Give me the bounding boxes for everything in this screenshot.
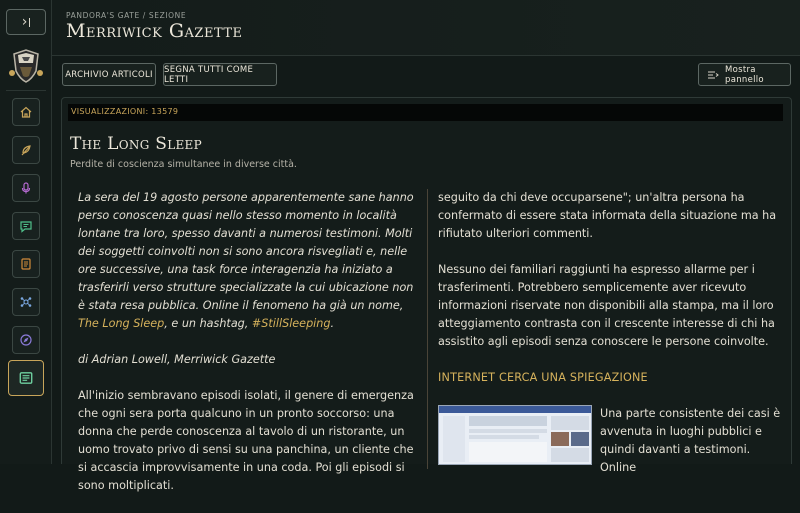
archive-articles-button[interactable]: ARCHIVIO ARTICOLI [62, 63, 156, 86]
show-panel-button[interactable] [698, 63, 791, 86]
column-divider [427, 189, 428, 469]
page-title: Merriwick Gazette [66, 20, 243, 42]
sidebar-item-write[interactable] [12, 136, 40, 164]
article-title: The Long Sleep [70, 134, 202, 154]
breadcrumb: PANDORA'S GATE / SEZIONE [66, 11, 187, 20]
compass-icon [19, 333, 33, 347]
article-column-left [78, 189, 416, 513]
sidebar [0, 0, 52, 464]
article-paragraph: All'inizio sembravano episodi isolati, il genere di emergenza che ogni sera porta qualcuno in un pronto soccorso: una donna che perde conoscenza al tavolo di un ristorante, un uomo trovato privo di sensi su una panchina, un cliente che si accascia improvvisamente in una coda. Poi gli episodi si sono moltiplicati. [78, 389, 414, 492]
sidebar-item-explore[interactable] [12, 326, 40, 354]
newspaper-icon [18, 370, 34, 386]
long-sleep-link[interactable]: The Long Sleep [78, 317, 165, 330]
microphone-icon [19, 181, 33, 195]
intro-text-3: . [330, 317, 335, 330]
view-count: VISUALIZZAZIONI: 13579 [68, 104, 783, 121]
scroll-icon [19, 257, 33, 271]
chat-icon [19, 219, 33, 233]
gazette-shield-logo [6, 45, 46, 85]
article-paragraph: seguito da chi deve occuparsene"; un'altra persona ha confermato di essere stata informata della situazione ma ha rifiutato ulteriori commenti. [438, 191, 777, 240]
intro-text: La sera del 19 agosto persone apparentemente sane hanno perso conoscenza quasi nello stesso momento in località lontane tra loro, spesso davanti a numerosi testimoni. Molti dei soggetti coinvolti non si sono ancora risvegliati e, nelle ore successive, una task force interagenzia ha iniziato a trasferirli verso strutture specializzate la cui ubicazione non è stata resa pubblica. Online il fenomeno ha già un nome, [78, 191, 414, 312]
chevron-right-icon: › [22, 14, 31, 30]
social-media-screenshot-image [438, 405, 592, 465]
show-panel-label: Mostra pannello [725, 64, 764, 85]
page-header [52, 0, 800, 56]
sidebar-divider [6, 90, 46, 91]
sidebar-item-home[interactable] [12, 98, 40, 126]
sidebar-item-documents[interactable] [12, 250, 40, 278]
article-column-right [438, 189, 784, 477]
section-paragraph: Una parte consistente dei casi è avvenuta in luoghi pubblici e quindi davanti a testimoni. Online [600, 407, 781, 474]
still-sleeping-hashtag-link[interactable]: #StillSleeping [251, 317, 331, 330]
article-intro [78, 189, 416, 333]
sidebar-item-network[interactable] [12, 288, 40, 316]
article-byline: di Adrian Lowell, Merriwick Gazette [78, 353, 276, 366]
network-icon [19, 295, 33, 309]
sidebar-toggle-button[interactable] [6, 9, 46, 35]
panel-list-icon [707, 70, 719, 80]
figure-row [438, 405, 784, 477]
mark-all-read-button[interactable]: SEGNA TUTTI COME LETTI [163, 63, 277, 86]
feather-icon [19, 143, 33, 157]
home-icon [19, 105, 33, 119]
article-subtitle: Perdite di coscienza simultanee in diverse città. [70, 159, 297, 170]
sidebar-item-audio[interactable] [12, 174, 40, 202]
article-paragraph: Nessuno dei familiari raggiunti ha espresso allarme per i trasferimenti. Potrebbero semplicemente aver ricevuto informazioni riservate non disponibili alla stampa, ma il loro atteggiamento contrasta con il crescente interesse di chi ha assistito agli episodi senza conoscere le persone coinvolte. [438, 263, 775, 348]
article-panel [61, 97, 792, 492]
sidebar-item-gazette[interactable] [8, 360, 44, 396]
sidebar-item-chat[interactable] [12, 212, 40, 240]
section-heading: INTERNET CERCA UNA SPIEGAZIONE [438, 371, 648, 384]
intro-text-2: , e un hashtag, [164, 317, 252, 330]
